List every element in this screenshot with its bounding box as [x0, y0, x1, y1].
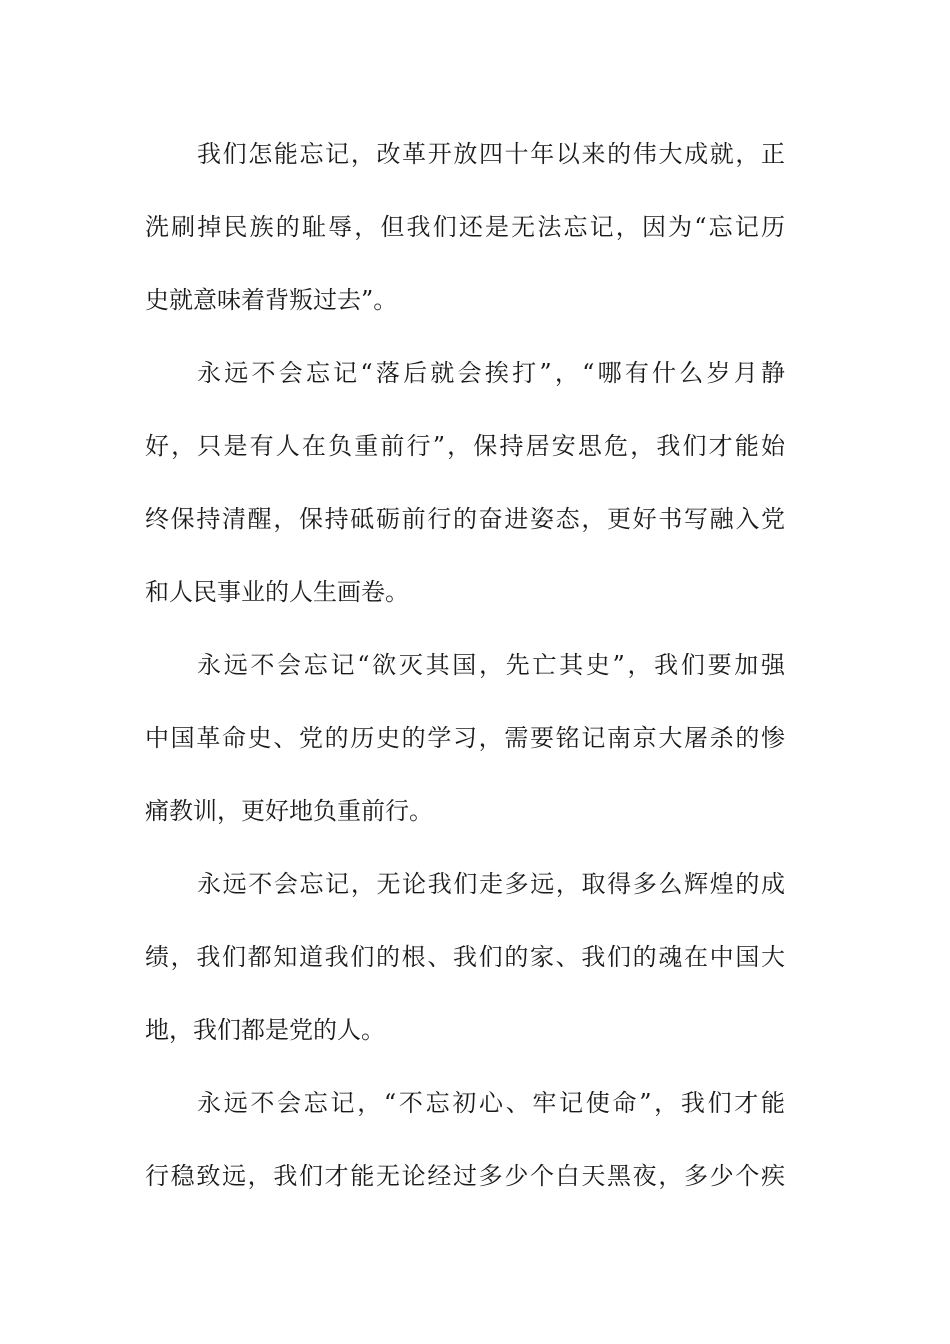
text-line: 史就意味着背叛过去”。	[145, 286, 398, 314]
text-line: 中国革命史、党的历史的学习，需要铭记南京大屠杀的惨	[145, 724, 785, 752]
text-line: 永远不会忘记“落后就会挨打”，“哪有什么岁月静	[197, 359, 785, 387]
text-line: 和人民事业的人生画卷。	[145, 578, 409, 606]
text-line: 绩，我们都知道我们的根、我们的家、我们的魂在中国大	[145, 943, 785, 971]
paragraph	[145, 1075, 785, 1221]
paragraph	[145, 345, 785, 637]
text-line: 洗刷掉民族的耻辱，但我们还是无法忘记，因为“忘记历	[145, 213, 785, 241]
paragraph	[145, 637, 785, 856]
text-line: 永远不会忘记，无论我们走多远，取得多么辉煌的成	[197, 870, 785, 898]
paragraph	[145, 126, 785, 345]
text-line: 永远不会忘记，“不忘初心、牢记使命”，我们才能	[197, 1089, 785, 1117]
paragraph	[145, 856, 785, 1075]
text-line: 永远不会忘记“欲灭其国，先亡其史”，我们要加强	[197, 651, 785, 679]
text-line: 行稳致远，我们才能无论经过多少个白天黑夜，多少个疾	[145, 1162, 785, 1190]
text-line: 好，只是有人在负重前行”，保持居安思危，我们才能始	[145, 432, 785, 460]
text-line: 终保持清醒，保持砥砺前行的奋进姿态，更好书写融入党	[145, 505, 785, 533]
document-body	[145, 126, 785, 1221]
text-line: 我们怎能忘记，改革开放四十年以来的伟大成就，正	[197, 140, 785, 168]
text-line: 痛教训，更好地负重前行。	[145, 797, 433, 825]
text-line: 地，我们都是党的人。	[145, 1016, 385, 1044]
